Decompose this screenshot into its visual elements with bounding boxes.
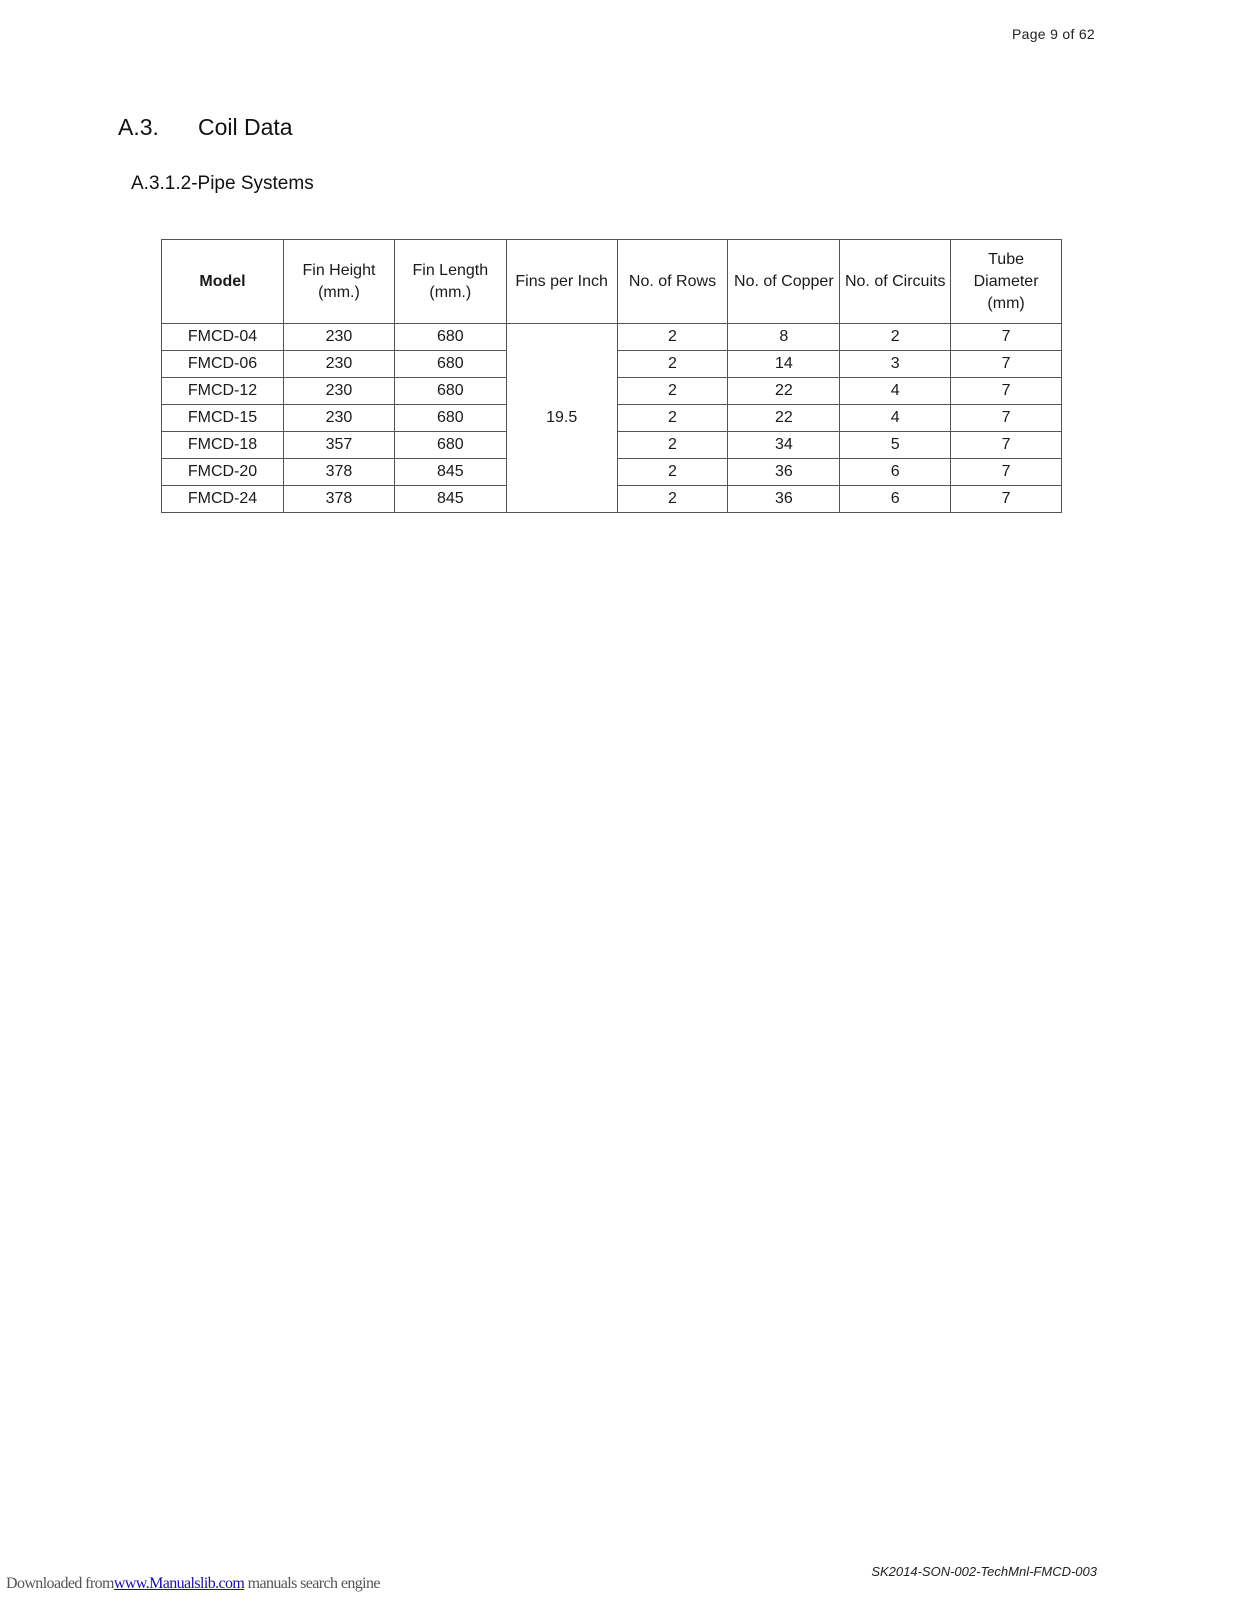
cell-circuits: 5 [840, 432, 951, 459]
cell-copper: 22 [728, 405, 840, 432]
header-circuits: No. of Circuits [840, 240, 951, 324]
cell-model: FMCD-20 [162, 459, 284, 486]
cell-fin-height: 230 [284, 378, 395, 405]
cell-fin-length: 845 [394, 459, 506, 486]
cell-fin-length: 680 [394, 432, 506, 459]
cell-fin-length: 680 [394, 378, 506, 405]
download-suffix: manuals search engine [244, 1575, 380, 1592]
header-copper: No. of Copper [728, 240, 840, 324]
cell-fin-length: 680 [394, 405, 506, 432]
header-fins-per-inch: Fins per Inch [506, 240, 617, 324]
cell-rows: 2 [617, 405, 728, 432]
cell-copper: 22 [728, 378, 840, 405]
section-number: A.3. [118, 114, 159, 140]
cell-fin-height: 230 [284, 324, 395, 351]
cell-fins-per-inch-merged: 19.5 [506, 324, 617, 513]
page-number: Page 9 of 62 [1012, 26, 1095, 42]
subsection-heading: A.3.1.2-Pipe Systems [131, 173, 314, 194]
cell-fin-height: 378 [284, 486, 395, 513]
header-fin-height: Fin Height (mm.) [284, 240, 395, 324]
cell-rows: 2 [617, 378, 728, 405]
table-header-row [162, 240, 1062, 324]
header-model: Model [162, 240, 284, 324]
cell-tube-diameter: 7 [951, 486, 1062, 513]
cell-circuits: 3 [840, 351, 951, 378]
cell-rows: 2 [617, 432, 728, 459]
cell-circuits: 6 [840, 486, 951, 513]
header-tube-diameter: Tube Diameter (mm) [951, 240, 1062, 324]
cell-model: FMCD-06 [162, 351, 284, 378]
section-title: Coil Data [198, 114, 293, 140]
cell-circuits: 4 [840, 378, 951, 405]
header-rows: No. of Rows [617, 240, 728, 324]
cell-circuits: 4 [840, 405, 951, 432]
cell-tube-diameter: 7 [951, 459, 1062, 486]
cell-fin-height: 230 [284, 351, 395, 378]
cell-model: FMCD-12 [162, 378, 284, 405]
cell-copper: 36 [728, 459, 840, 486]
cell-copper: 8 [728, 324, 840, 351]
cell-fin-length: 845 [394, 486, 506, 513]
cell-fin-height: 357 [284, 432, 395, 459]
cell-fin-length: 680 [394, 351, 506, 378]
section-heading [118, 114, 293, 141]
cell-tube-diameter: 7 [951, 351, 1062, 378]
cell-copper: 34 [728, 432, 840, 459]
cell-copper: 36 [728, 486, 840, 513]
cell-model: FMCD-18 [162, 432, 284, 459]
cell-rows: 2 [617, 459, 728, 486]
cell-model: FMCD-15 [162, 405, 284, 432]
download-footer [6, 1575, 380, 1593]
manualslib-link[interactable]: www.Manualslib.com [113, 1575, 245, 1592]
cell-circuits: 2 [840, 324, 951, 351]
cell-model: FMCD-04 [162, 324, 284, 351]
cell-tube-diameter: 7 [951, 432, 1062, 459]
cell-model: FMCD-24 [162, 486, 284, 513]
cell-tube-diameter: 7 [951, 378, 1062, 405]
coil-data-table [161, 239, 1062, 513]
table-row [162, 324, 1062, 351]
cell-tube-diameter: 7 [951, 324, 1062, 351]
cell-rows: 2 [617, 351, 728, 378]
cell-rows: 2 [617, 324, 728, 351]
cell-circuits: 6 [840, 459, 951, 486]
cell-tube-diameter: 7 [951, 405, 1062, 432]
cell-rows: 2 [617, 486, 728, 513]
header-fin-length: Fin Length (mm.) [394, 240, 506, 324]
cell-fin-length: 680 [394, 324, 506, 351]
cell-fin-height: 230 [284, 405, 395, 432]
document-id-footer: SK2014-SON-002-TechMnl-FMCD-003 [871, 1564, 1097, 1579]
cell-fin-height: 378 [284, 459, 395, 486]
cell-copper: 14 [728, 351, 840, 378]
download-prefix: Downloaded from [6, 1575, 114, 1592]
